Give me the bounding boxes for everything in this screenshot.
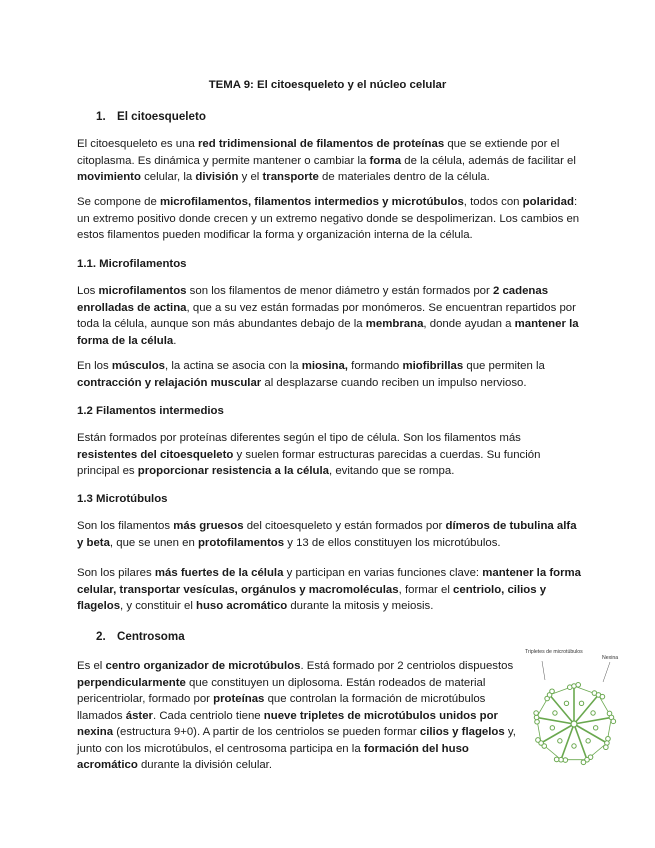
microfilamentos-paragraph-1: [77, 283, 582, 349]
text-run: que controlan la formación de microtúbulos llamados: [77, 693, 486, 722]
microtubule-triplet: [592, 691, 605, 699]
text-run: , donde ayudan a: [423, 318, 515, 330]
text-run: Los: [77, 285, 99, 297]
bold-text: cilios y flagelos: [419, 726, 505, 738]
bold-text: miofibrillas: [402, 360, 464, 372]
microtubule-circle: [536, 738, 541, 743]
inner-ring-circle: [550, 726, 554, 730]
text-run: que constituyen un diplosoma. Están rodeados de material pericentriolar, formado por: [77, 676, 486, 705]
citoesqueleto-paragraph-1: [77, 136, 582, 186]
microtubule-triplet: [581, 755, 593, 765]
bold-text: 2 cadenas enrolladas de actina: [77, 285, 549, 314]
microtubulos-heading: 1.3 Microtúbulos: [77, 493, 168, 505]
text-run: que se extiende por el citoplasma. Es dinámica y permite mantener o cambiar la: [77, 138, 560, 167]
bold-text: más gruesos: [173, 520, 244, 532]
text-run: Es el: [77, 660, 106, 672]
text-run: al desplazarse cuando reciben un impulso nervioso.: [261, 376, 527, 389]
inner-ring-circle: [572, 744, 576, 748]
text-run: celular, la: [140, 171, 196, 183]
inner-ring-circle: [553, 711, 557, 715]
microfilamentos-paragraph-2: [77, 358, 582, 391]
text-run: , la actina se asocia con la: [165, 360, 302, 372]
bold-text: red tridimensional de filamentos de proteínas: [197, 138, 445, 150]
inner-ring-circle: [558, 739, 562, 743]
bold-text: centriolo, cilios y flagelos: [77, 583, 547, 612]
text-run: Se compone de: [77, 196, 160, 208]
text-run: durante la división celular.: [137, 759, 273, 771]
bold-text: músculos: [111, 360, 165, 372]
section-1-title: El citoesqueleto: [117, 110, 206, 123]
bold-text: polaridad: [522, 196, 574, 208]
bold-text: membrana: [365, 318, 424, 330]
centriole-hub: [571, 721, 577, 727]
text-run: . Cada centriolo tiene: [152, 709, 264, 722]
text-run: , evitando que se rompa.: [328, 465, 455, 477]
text-run: de la célula, además de facilitar el: [401, 154, 576, 167]
inner-ring-circle: [591, 711, 595, 715]
bold-text: división: [195, 171, 239, 183]
microtubule-triplet: [554, 757, 567, 762]
bold-text: transporte: [262, 171, 319, 183]
inner-ring-circle: [564, 701, 568, 705]
microtubule-circle: [550, 689, 555, 694]
microtubulos-paragraph-1: [77, 518, 582, 551]
bold-text: microfilamentos, filamentos intermedios y microtúbulos: [159, 196, 464, 208]
text-run: . Está formado por 2 centriolos dispuestos: [300, 660, 514, 672]
text-run: y suelen formar estructuras parecidas a cuerdas. Su función principal es: [77, 448, 541, 477]
bold-text: mantener la forma de la célula: [77, 318, 579, 347]
microtubule-circle: [534, 711, 539, 716]
text-run: Son los filamentos: [77, 520, 174, 532]
section-1-heading: [96, 109, 206, 126]
section-2-heading: [96, 629, 185, 646]
text-run: del citoesqueleto y están formados por: [243, 520, 446, 532]
microtubule-triplet: [568, 683, 581, 690]
microtubule-circle: [581, 760, 586, 765]
microtubule-circle: [611, 719, 616, 724]
microtubulos-paragraph-2: [77, 565, 582, 615]
bold-text: microfilamentos: [98, 285, 187, 297]
bold-text: huso acromático: [196, 600, 288, 612]
microfilamentos-heading: 1.1. Microfilamentos: [77, 258, 187, 270]
bold-text: movimiento: [77, 171, 141, 183]
bold-text: forma: [369, 154, 402, 167]
bold-text: perpendicularmente: [77, 676, 186, 689]
triplets-leader-line: [542, 661, 545, 680]
text-run: , formar el: [398, 583, 454, 596]
centriole-diagram: [522, 646, 626, 770]
text-run: , y constituir el: [120, 600, 197, 612]
bold-text: protofilamentos: [197, 536, 285, 549]
text-run: y participan en varias funciones clave:: [283, 567, 483, 579]
centriole-spoke: [561, 724, 574, 760]
inner-ring-circle: [593, 726, 597, 730]
bold-text: proteínas: [213, 693, 265, 705]
microtubule-circle: [554, 757, 559, 762]
text-run: que permiten la: [463, 360, 545, 372]
microtubule-triplet: [536, 738, 547, 749]
bold-text: más fuertes de la célula: [154, 567, 284, 579]
centriole-figure: [522, 646, 626, 770]
text-run: de materiales dentro de la célula.: [318, 171, 490, 183]
section-2-title: Centrosoma: [117, 630, 185, 643]
text-run: y, junto con los microtúbulos, el centrosoma participa en la: [77, 726, 516, 755]
section-2-number: 2.: [96, 630, 106, 643]
text-run: , que a su vez están formadas por monómeros. Se encuentran repartidos por toda la célula, aunque son más abundantes debajo de la: [77, 301, 576, 330]
text-run: y 13 de ellos constituyen los microtúbulos.: [284, 536, 501, 549]
microtubule-circle: [604, 745, 609, 750]
bold-text: mantener la forma celular, transportar vesículas, orgánulos y macromoléculas: [77, 567, 581, 596]
text-run: y el: [238, 171, 263, 183]
text-run: Son los pilares: [77, 567, 155, 579]
nexina-label: Nexina: [602, 655, 619, 661]
text-run: durante la mitosis y meiosis.: [287, 600, 434, 612]
document-title: TEMA 9: El citoesqueleto y el núcleo celular: [208, 79, 447, 91]
microtubule-triplet: [534, 711, 540, 724]
text-run: .: [173, 334, 177, 347]
text-run: , que se unen en: [109, 536, 198, 549]
text-run: (estructura 9+0). A partir de los centriolos se pueden formar: [113, 726, 420, 738]
section-1-number: 1.: [96, 110, 106, 123]
bold-text: resistentes del citoesqueleto: [77, 448, 234, 461]
text-run: Están formados por proteínas diferentes según el tipo de célula. Son los filamentos más: [77, 432, 521, 444]
centrosoma-paragraph: [77, 658, 522, 774]
triplets-label: Tripletes de microtúbulos: [525, 649, 583, 655]
text-run: formando: [347, 360, 403, 372]
filamentos-intermedios-paragraph: [77, 430, 582, 480]
text-run: El citoesqueleto es una: [77, 138, 198, 150]
bold-text: proporcionar resistencia a la célula: [137, 465, 329, 477]
bold-text: formación del huso acromático: [77, 742, 469, 771]
bold-text: dímeros de tubulina alfa y beta: [77, 520, 577, 549]
text-run: son los filamentos de menor diámetro y están formados por: [186, 285, 493, 297]
microtubule-circle: [600, 694, 605, 699]
centriole-spoke: [574, 724, 587, 760]
microtubule-circle: [576, 683, 581, 688]
bold-text: centro organizador de microtúbulos: [105, 660, 301, 672]
bold-text: miosina,: [301, 360, 348, 372]
inner-ring-circle: [586, 739, 590, 743]
filamentos-intermedios-heading: 1.2 Filamentos intermedios: [77, 405, 224, 417]
bold-text: nueve tripletes de microtúbulos unidos por nexina: [77, 709, 498, 738]
microtubule-triplet: [604, 736, 611, 749]
bold-text: contracción y relajación muscular: [77, 376, 262, 389]
text-run: En los: [77, 360, 112, 372]
text-run: , todos con: [463, 196, 523, 208]
centriole-structure: [534, 683, 616, 765]
nexina-leader-line: [603, 662, 610, 682]
citoesqueleto-paragraph-2: [77, 194, 582, 244]
inner-ring-circle: [579, 701, 583, 705]
text-run: : un extremo positivo donde crecen y un extremo negativo donde se despolimerizan. Los cambios en estos filamentos pueden modificar la forma y organización interna de la célula.: [77, 196, 580, 241]
bold-text: áster: [125, 709, 153, 722]
